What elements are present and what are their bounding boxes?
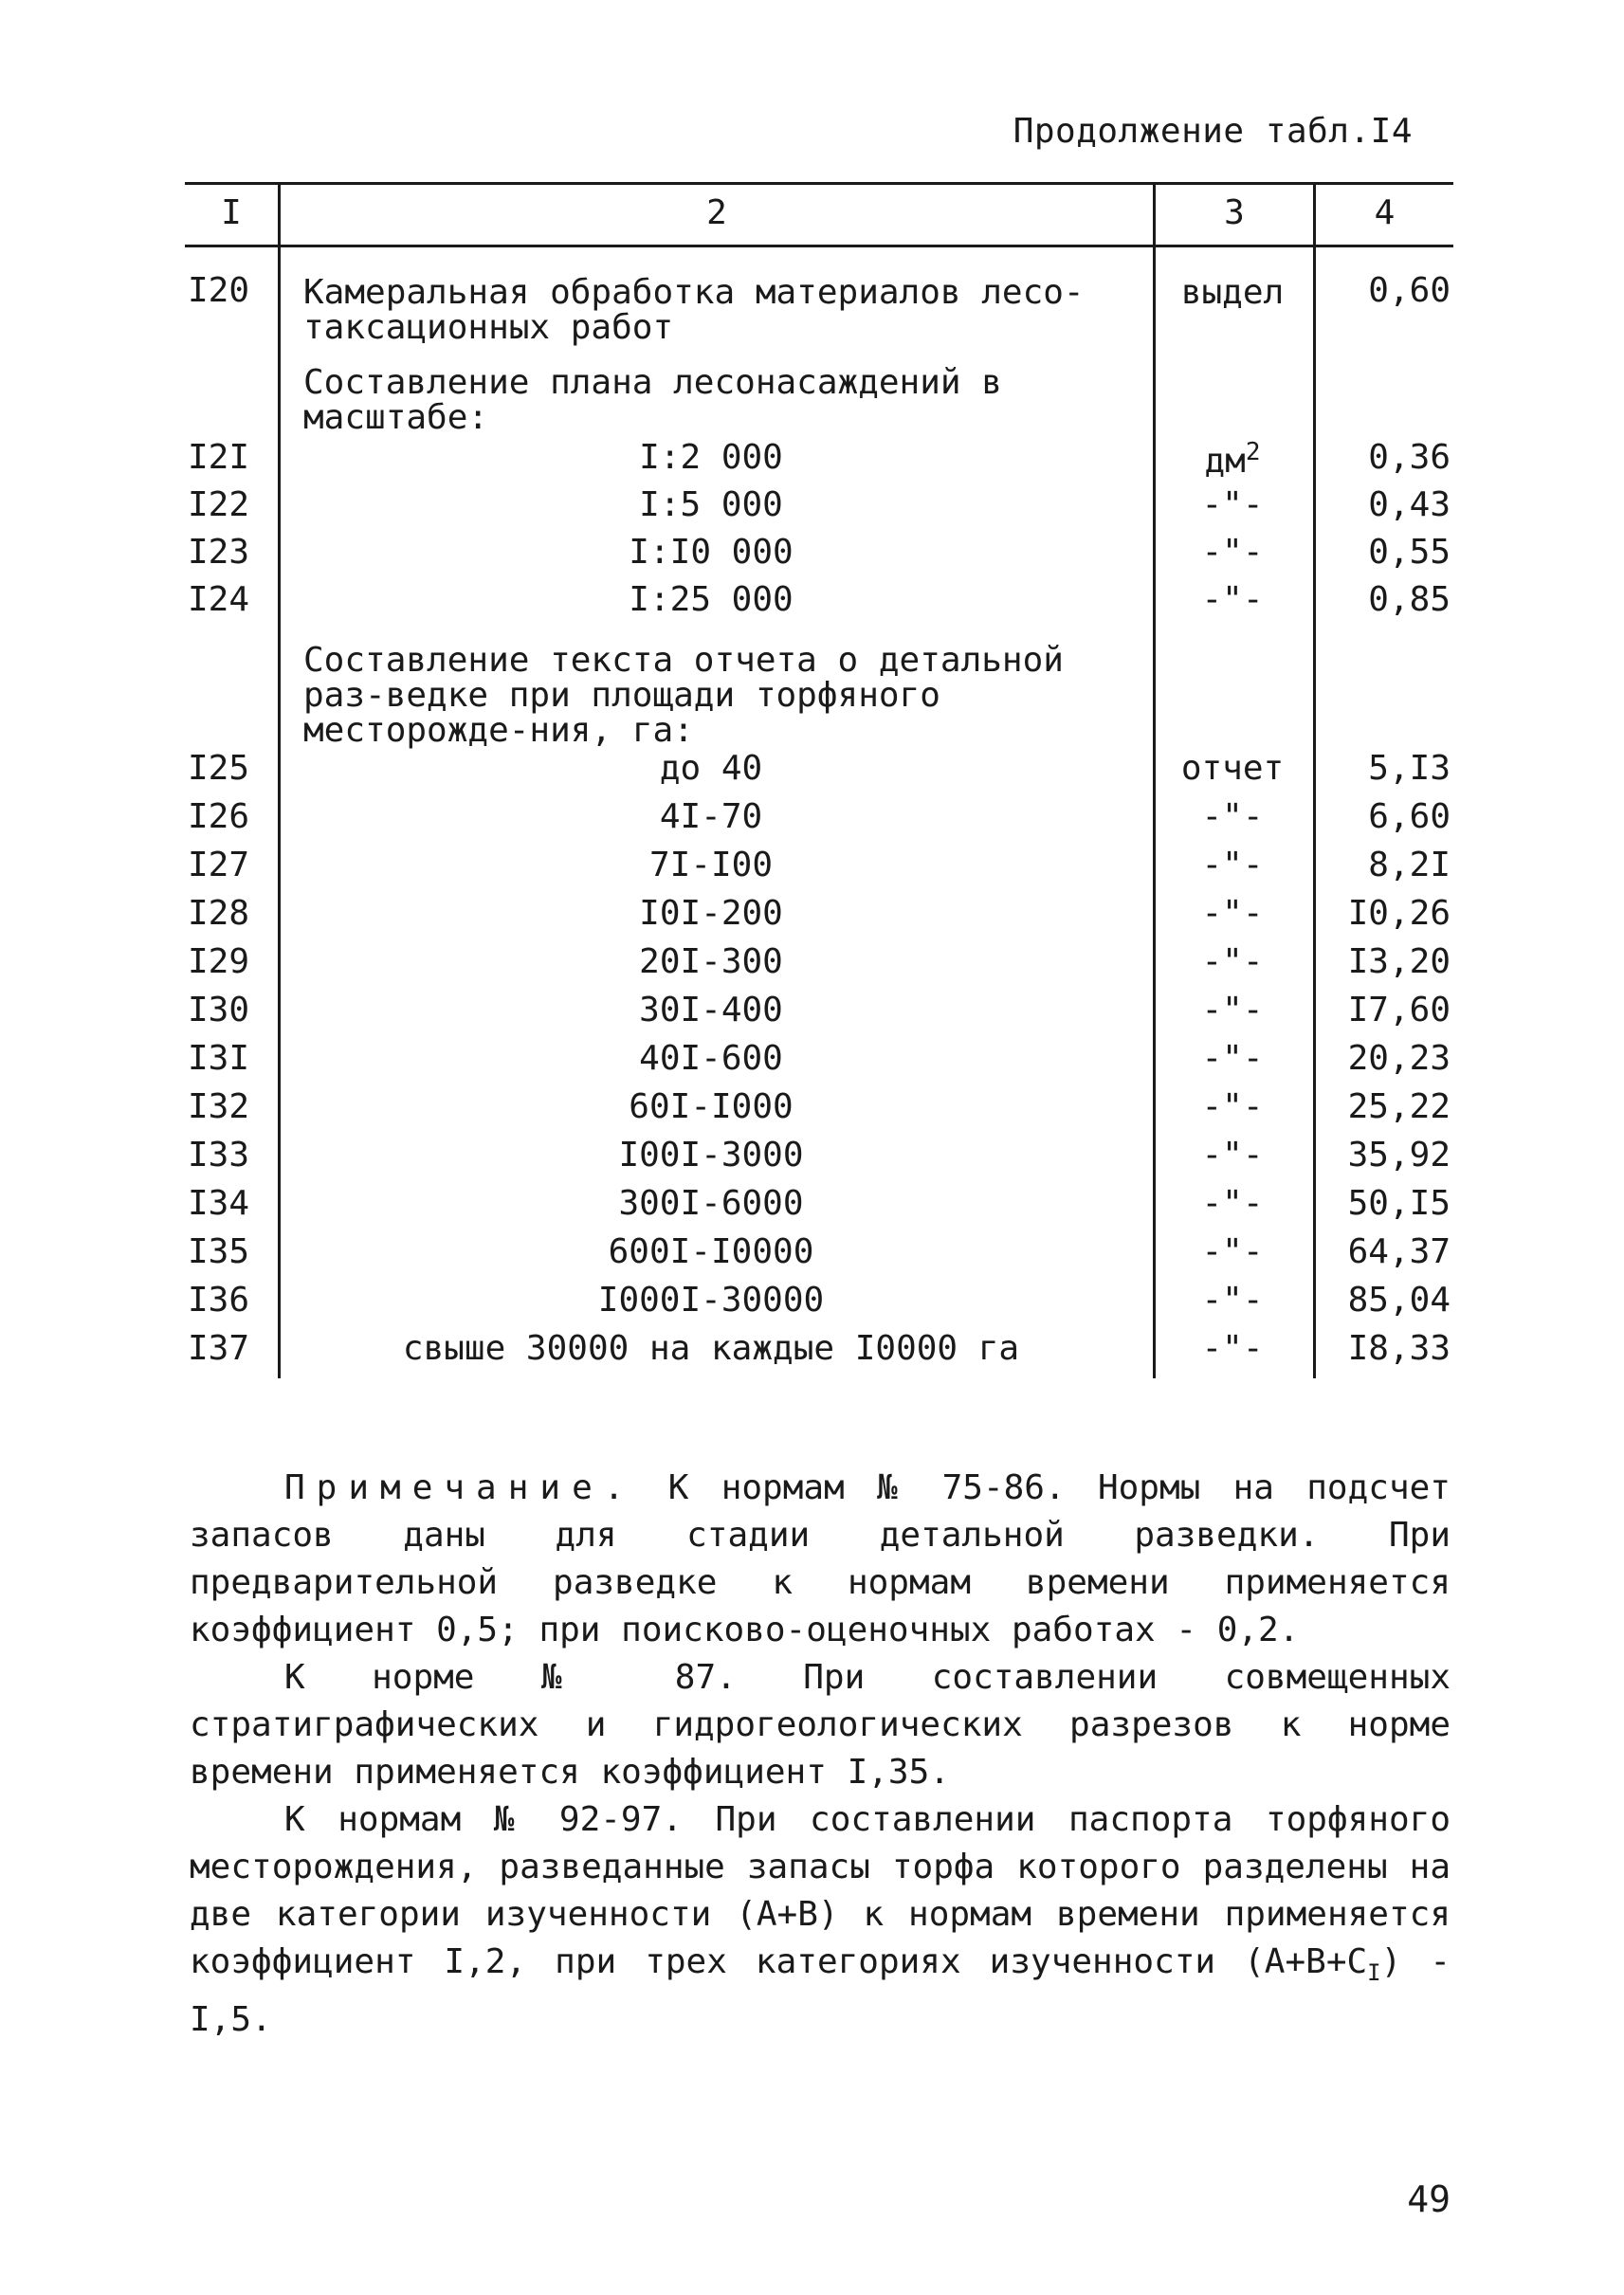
row-unit: -"- — [1201, 1184, 1264, 1223]
row-unit: -"- — [1201, 580, 1264, 619]
note-label: Примечание. — [284, 1468, 636, 1507]
row-number: I24 — [188, 580, 250, 619]
row-description: 60I-I000 — [629, 1087, 794, 1126]
row-number: I28 — [188, 894, 250, 933]
note-paragraph-2: К норме № 87. При составлении совмещенных стратиграфических и гидрогеологических разрезов к норме времени применяется коэффициент I,35. — [190, 1658, 1451, 1792]
table-header-rule — [185, 245, 1453, 247]
row-value: I0,26 — [1347, 894, 1451, 933]
row-number: I22 — [188, 485, 250, 524]
row-description: до 40 — [659, 749, 763, 788]
table-continuation-label: Продолжение табл.I4 — [1013, 112, 1413, 151]
row-number: I20 — [188, 271, 250, 310]
table-col-divider-1 — [278, 182, 281, 1378]
row-number: I32 — [188, 1087, 250, 1126]
row-value: 85,04 — [1347, 1281, 1451, 1320]
row-value: 64,37 — [1347, 1232, 1451, 1271]
row-unit: -"- — [1201, 1087, 1264, 1126]
column-header-3: 3 — [1224, 193, 1245, 232]
row-unit: -"- — [1201, 1329, 1264, 1368]
row-value: I3,20 — [1347, 942, 1451, 981]
row-unit: -"- — [1201, 1232, 1264, 1271]
row-description: I:I0 000 — [629, 533, 794, 572]
row-number: I30 — [188, 991, 250, 1029]
table-col-divider-2 — [1153, 182, 1156, 1378]
row-unit: -"- — [1201, 533, 1264, 572]
unit-superscript: 2 — [1245, 438, 1261, 466]
row-value: 50,I5 — [1347, 1184, 1451, 1223]
row-description: Камеральная обработка материалов лесо-таксационных работ — [303, 273, 1085, 347]
row-value: 0,85 — [1368, 580, 1451, 619]
note-paragraph-1: Примечание. К нормам № 75-86. Нормы на подсчет запасов даны для стадии детальной разведки. При предварительной разведке к нормам времени применяется коэффициент 0,5; при поисково-оценочных работах - 0,2. — [190, 1468, 1451, 1649]
row-value: I8,33 — [1347, 1329, 1451, 1368]
row-value: 0,43 — [1368, 485, 1451, 524]
row-unit: -"- — [1201, 1281, 1264, 1320]
row-description: I00I-3000 — [618, 1136, 804, 1175]
row-value: 5,I3 — [1368, 749, 1451, 788]
row-number: I33 — [188, 1136, 250, 1175]
row-unit: -"- — [1201, 485, 1264, 524]
row-value: 25,22 — [1347, 1087, 1451, 1126]
group-heading-report: Составление текста отчета о детальной раз-ведке при площади торфяного месторожде-ния, га: — [303, 641, 1064, 750]
row-description: 600I-I0000 — [608, 1232, 814, 1271]
row-unit: -"- — [1201, 797, 1264, 836]
note-paragraph-3: К нормам № 92-97. При составлении паспорта торфяного месторождения, разведанные запасы торфа которого разделены на две категории изученности (А+В) к нормам времени применяется коэффициент I,2, при трех категориях изученности $(А+В+С_I) - I,5$. — [190, 1800, 1451, 2040]
group-heading-plan: Составление плана лесонасаждений в масштабе: — [303, 363, 1002, 437]
row-number: I25 — [188, 749, 250, 788]
table-col-divider-3 — [1313, 182, 1316, 1378]
column-header-4: 4 — [1374, 193, 1396, 232]
row-value: 20,23 — [1347, 1039, 1451, 1078]
row-value: 0,60 — [1368, 271, 1451, 310]
row-description: 300I-6000 — [618, 1184, 804, 1223]
row-value: 35,92 — [1347, 1136, 1451, 1175]
row-unit: $дм^2$ — [1204, 438, 1261, 481]
row-description: 40I-600 — [639, 1039, 783, 1078]
row-number: I23 — [188, 533, 250, 572]
row-description: 30I-400 — [639, 991, 783, 1029]
row-description: 4I-70 — [659, 797, 763, 836]
row-number: I2I — [188, 438, 250, 477]
row-description: I:2 000 — [639, 438, 783, 477]
row-description: 7I-I00 — [648, 846, 774, 884]
row-description: I:5 000 — [639, 485, 783, 524]
table-note — [190, 1465, 1451, 2044]
row-unit: отчет — [1180, 749, 1285, 788]
row-unit: -"- — [1201, 1039, 1264, 1078]
row-unit: -"- — [1201, 846, 1264, 884]
row-number: I26 — [188, 797, 250, 836]
row-number: I27 — [188, 846, 250, 884]
row-unit: -"- — [1201, 894, 1264, 933]
row-description: свыше 30000 на каждые I0000 га — [402, 1329, 1020, 1368]
column-header-1: I — [221, 193, 242, 232]
row-number: I35 — [188, 1232, 250, 1271]
row-description: I000I-30000 — [597, 1281, 825, 1320]
row-unit: -"- — [1201, 991, 1264, 1029]
row-unit: -"- — [1201, 942, 1264, 981]
page-number: 49 — [1407, 2178, 1451, 2220]
row-description: I0I-200 — [639, 894, 783, 933]
row-number: I37 — [188, 1329, 250, 1368]
row-description: I:25 000 — [629, 580, 794, 619]
row-number: I3I — [188, 1039, 250, 1078]
row-number: I36 — [188, 1281, 250, 1320]
row-value: 8,2I — [1368, 846, 1451, 884]
row-unit: -"- — [1201, 1136, 1264, 1175]
row-value: I7,60 — [1347, 991, 1451, 1029]
row-number: I34 — [188, 1184, 250, 1223]
row-value: 0,36 — [1368, 438, 1451, 477]
row-unit: выдел — [1180, 273, 1285, 312]
row-value: 6,60 — [1368, 797, 1451, 836]
column-header-2: 2 — [706, 193, 727, 232]
row-value: 0,55 — [1368, 533, 1451, 572]
row-number: I29 — [188, 942, 250, 981]
table-top-rule — [185, 182, 1453, 185]
row-description: 20I-300 — [639, 942, 783, 981]
